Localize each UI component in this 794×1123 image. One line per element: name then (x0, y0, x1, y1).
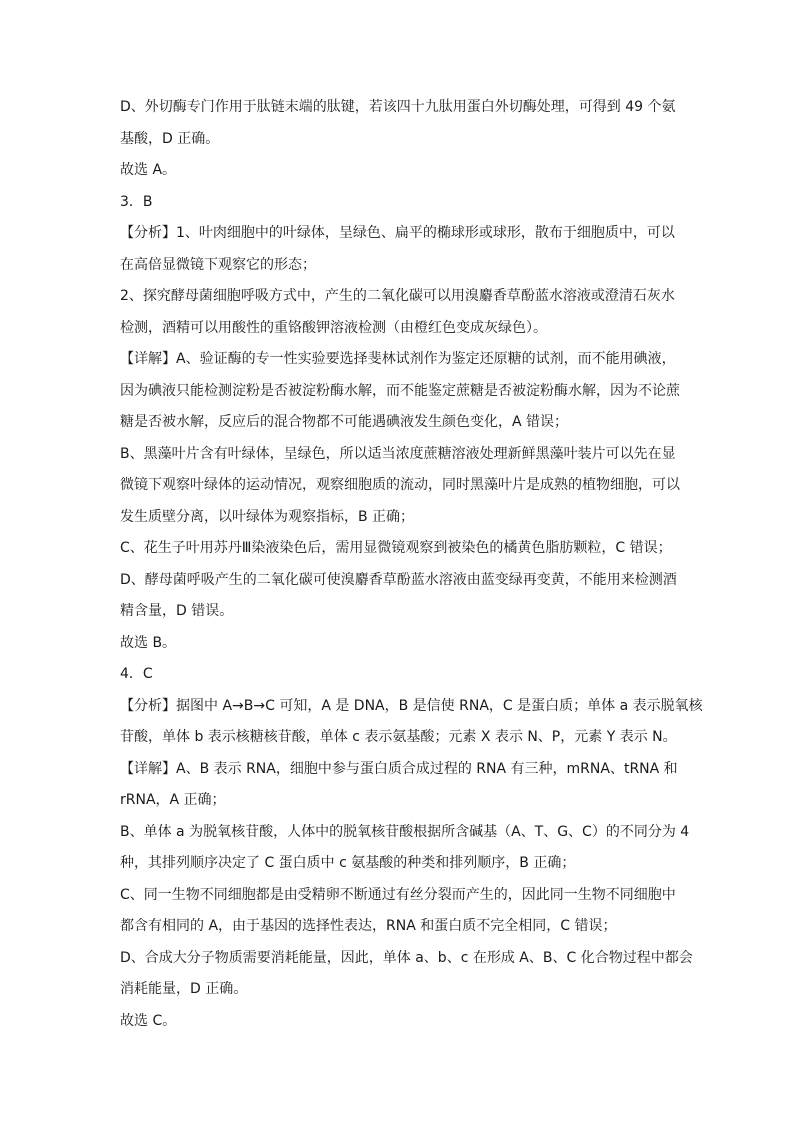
text-line: D、合成大分子物质需要消耗能量，因此，单体 a、b、c 在形成 A、B、C 化合物过程中都会 (120, 949, 693, 966)
text-line: 基酸，D 正确。 (120, 130, 220, 147)
text-line: 在高倍显微镜下观察它的形态； (120, 256, 316, 273)
document-page (120, 98, 703, 1043)
question-number: 3．B (120, 193, 153, 210)
text-line: 因为碘液只能检测淀粉是否被淀粉酶水解，而不能鉴定蔗糖是否被淀粉酶水解，因为不论蔗 (120, 382, 680, 399)
text-line: 精含量，D 错误。 (120, 603, 234, 619)
text-line: 发生质壁分离，以叶绿体为观察指标，B 正确； (120, 508, 415, 525)
text-line: 【分析】据图中 A→B→C 可知，A 是 DNA，B 是信使 RNA，C 是蛋白质；单体 a 表示脱氧核 (120, 697, 703, 714)
text-line: 【分析】1、叶肉细胞中的叶绿体，呈绿色、扁平的椭球形或球形，散布于细胞质中，可以 (120, 225, 675, 241)
text-line: D、外切酶专门作用于肽链末端的肽键，若该四十九肽用蛋白外切酶处理，可得到 49 个氨 (120, 99, 676, 115)
text-line: 消耗能量，D 正确。 (120, 981, 248, 997)
text-line: 故选 A。 (120, 162, 177, 178)
text-line: 微镜下观察叶绿体的运动情况，观察细胞质的流动，同时黑藻叶片是成熟的植物细胞，可以 (120, 477, 680, 493)
text-line: 糖是否被水解，反应后的混合物都不可能遇碘液发生颜色变化，A 错误； (120, 414, 569, 430)
text-line: 种，其排列顺序决定了 C 蛋白质中 c 氨基酸的种类和排列顺序，B 正确； (120, 855, 576, 871)
text-line: 【详解】A、验证酶的专一性实验要选择斐林试剂作为鉴定还原糖的试剂，而不能用碘液， (120, 351, 676, 367)
text-line: D、酵母菌呼吸产生的二氧化碳可使溴麝香草酚蓝水溶液由蓝变绿再变黄，不能用来检测酒 (120, 571, 677, 588)
question-number: 4．C (120, 666, 153, 682)
text-line: 故选 B。 (120, 634, 177, 651)
text-line: B、黑藻叶片含有叶绿体，呈绿色，所以适当浓度蔗糖溶液处理新鲜黑藻叶装片可以先在显 (120, 445, 676, 462)
text-line: 2、探究酵母菌细胞呼吸方式中，产生的二氧化碳可以用溴麝香草酚蓝水溶液或澄清石灰水 (120, 288, 675, 304)
text-line: B、单体 a 为脱氧核苷酸，人体中的脱氧核苷酸根据所含碱基（A、T、G、C）的不同分为 4 (120, 823, 690, 840)
text-line: C、同一生物不同细胞都是由受精卵不断通过有丝分裂而产生的，因此同一生物不同细胞中 (120, 886, 676, 903)
text-line: 检测，酒精可以用酸性的重铬酸钾溶液检测（由橙红色变成灰绿色）。 (120, 319, 547, 336)
text-line: rRNA，A 正确； (120, 792, 226, 808)
text-line: 苷酸，单体 b 表示核糖核苷酸，单体 c 表示氨基酸；元素 X 表示 N、P，元素 Y 表示 N。 (120, 729, 677, 745)
text-line: 【详解】A、B 表示 RNA，细胞中参与蛋白质合成过程的 RNA 有三种，mRNA、tRNA 和 (120, 760, 678, 777)
text-line: 都含有相同的 A，由于基因的选择性表达，RNA 和蛋白质不完全相同，C 错误； (120, 918, 617, 934)
text-line: C、花生子叶用苏丹Ⅲ染液染色后，需用显微镜观察到被染色的橘黄色脂肪颗粒，C 错误； (120, 540, 672, 556)
text-line: 故选 C。 (120, 1012, 177, 1029)
